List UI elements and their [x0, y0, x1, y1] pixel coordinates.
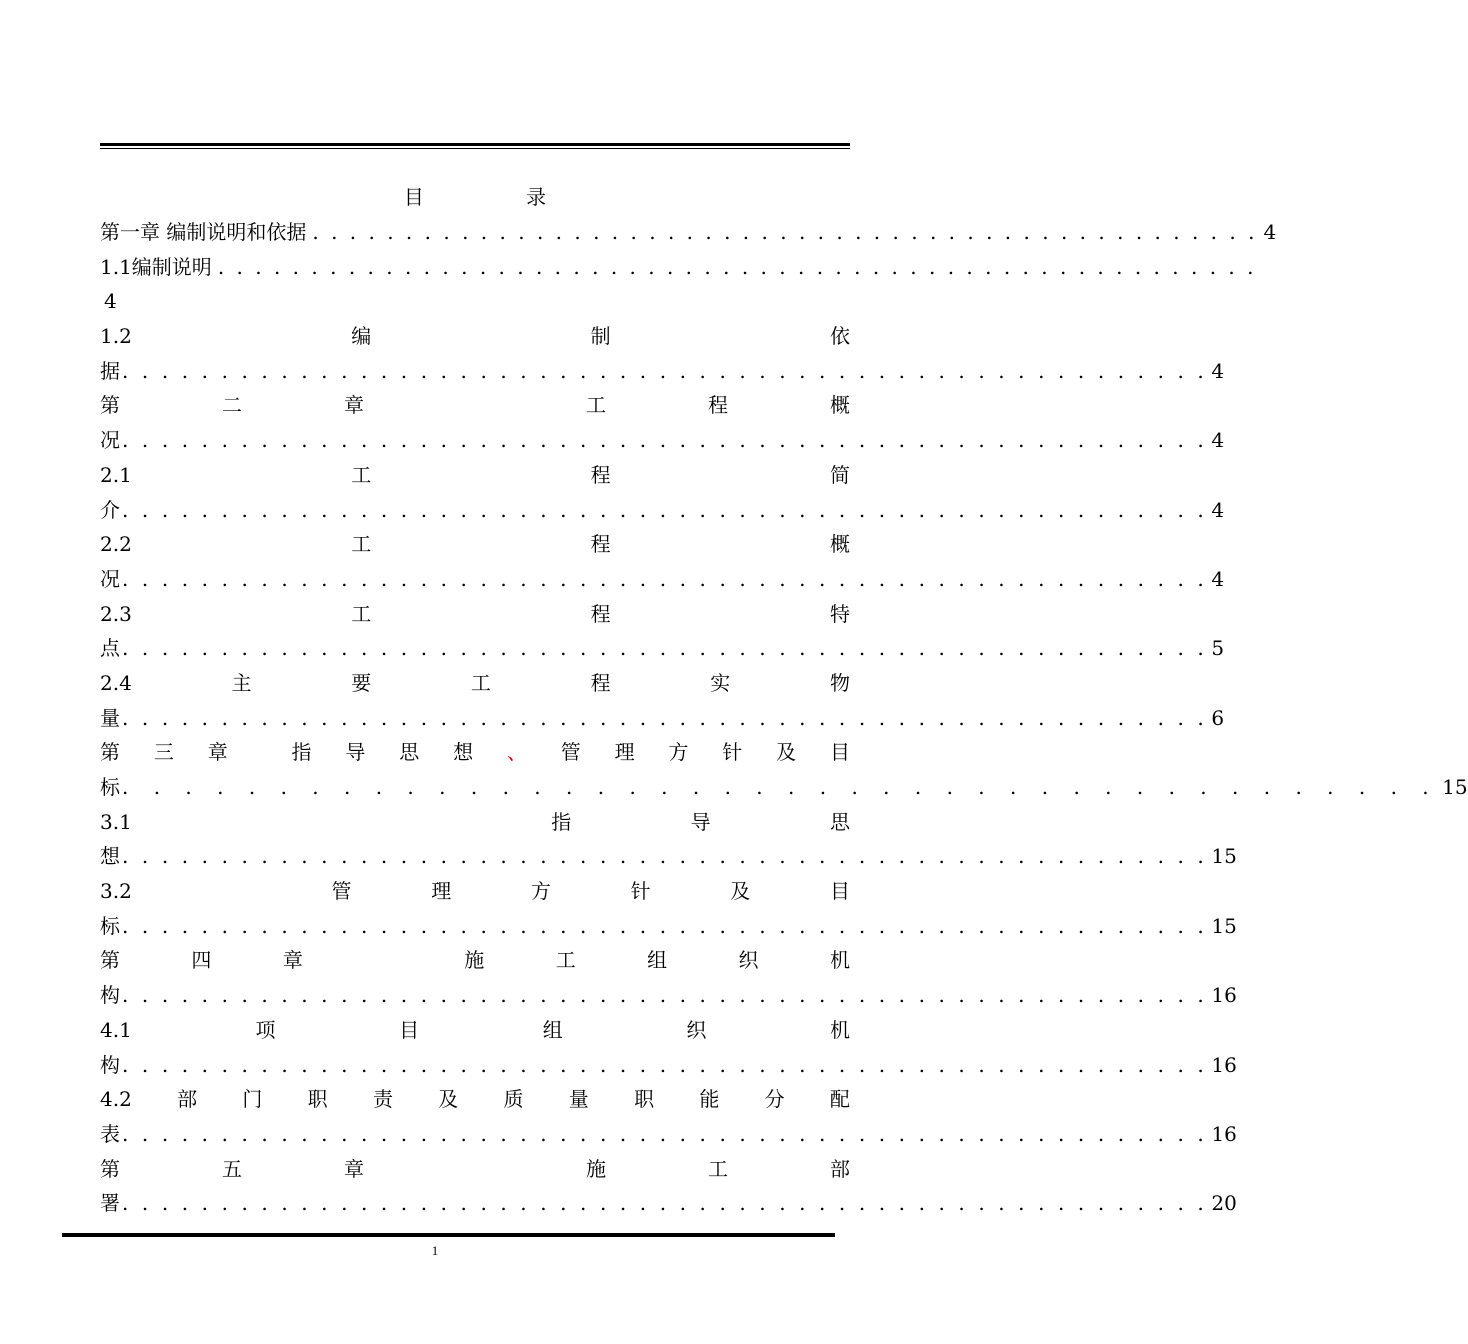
toc-entry-part: 量 [568, 1087, 589, 1112]
dot-leader: . . . . . . . . . . . . . . . . . . . . . . . . . . . . . . . . . . . . . . . . . . . . . . . . . . . . . . . [122, 1191, 1208, 1216]
toc-entry-part: 职 [307, 1087, 328, 1112]
toc-entry-part: 编 [351, 324, 372, 349]
dot-leader: . . . . . . . . . . . . . . . . . . . . . . . . . . . . . . . . . . . . . . . . . . [122, 775, 1439, 799]
header-rule [100, 143, 850, 149]
dot-leader: . . . . . . . . . . . . . . . . . . . . . . . . . . . . . . . . . . . . . . . . . . . . . . . . . . . . . . . [122, 983, 1208, 1008]
toc-entry-page: 5 [1211, 636, 1225, 661]
toc-entry-continuation [100, 839, 1237, 874]
toc-entry-part: 部 [830, 1156, 850, 1181]
toc-entry-part: 理 [431, 879, 452, 904]
toc-entry-part: 工 [708, 1156, 728, 1181]
toc-entry-part: 程 [590, 670, 611, 695]
dot-leader: . . . . . . . . . . . . . . . . . . . . . . . . . . . . . . . . . . . . . . . . . . . . . . . . . . . . . . . [122, 844, 1208, 869]
toc-entry-part: 管 [560, 740, 581, 765]
toc-entry-part: 简 [829, 462, 850, 487]
toc-entry-page: 15 [1211, 913, 1237, 938]
toc-entry[interactable] [100, 319, 850, 354]
toc-entry-page: 16 [1211, 1052, 1237, 1077]
toc-entry-part: 程 [590, 601, 611, 626]
toc-entry-part: 目 [829, 740, 850, 765]
toc-entry[interactable] [100, 388, 850, 423]
toc-entry-part: 目 [399, 1017, 420, 1042]
toc-title: 目 录 [403, 185, 595, 209]
toc-entry-part: 4.1 [100, 1017, 132, 1042]
toc-entry-part: 想 [453, 740, 474, 765]
toc-entry-part: 机 [829, 948, 850, 973]
toc-entry-page: 15 [1211, 844, 1237, 869]
toc-entry-continuation [100, 909, 1237, 944]
toc-entry-continuation [100, 284, 850, 319]
toc-entry-part: 思 [399, 740, 420, 765]
toc-entry-part: 管 [331, 879, 352, 904]
toc-entry-part: 二 [222, 393, 242, 418]
toc-entry[interactable] [100, 215, 1277, 250]
toc-entry-part: 导 [345, 740, 366, 765]
toc-entry-part: 三 [153, 740, 174, 765]
toc-entry-part: 量 [100, 705, 120, 730]
toc-entry-part: 4.2 [100, 1087, 132, 1112]
toc-entry-part: 工 [351, 532, 372, 557]
toc-entry[interactable] [100, 735, 850, 770]
toc-entry-page: 15 [1442, 775, 1468, 799]
toc-entry[interactable] [100, 597, 850, 632]
toc-entry-part: 组 [542, 1017, 563, 1042]
toc-entry-part: 章 [282, 948, 303, 973]
toc-entry-part: 想 [100, 844, 120, 869]
toc-entry-part: 责 [372, 1087, 393, 1112]
dot-leader: . . . . . . . . . . . . . . . . . . . . . . . . . . . . . . . . . . . . . . . . . . . . . . . . . . . [312, 220, 1258, 244]
toc-entry-part: 及 [776, 740, 797, 765]
toc-entry-part: 章 [207, 740, 228, 765]
toc-entry[interactable] [100, 1082, 850, 1117]
toc-entry-part: 第 [100, 393, 120, 418]
toc-entry-part: 程 [590, 462, 611, 487]
toc-entry-page: 4 [1211, 566, 1225, 591]
toc-entry-part: 工 [555, 948, 576, 973]
toc-entry-part: 工 [351, 462, 372, 487]
toc-entry-part: 及 [730, 879, 751, 904]
table-of-contents [100, 215, 1468, 1221]
toc-entry-part: 况 [100, 428, 120, 453]
toc-entry-part: 门 [242, 1087, 263, 1112]
toc-entry-part: 3.1 [100, 809, 132, 834]
toc-entry[interactable] [100, 1152, 850, 1187]
toc-entry-continuation [100, 354, 1225, 389]
toc-entry-part: 织 [686, 1017, 707, 1042]
dot-leader: . . . . . . . . . . . . . . . . . . . . . . . . . . . . . . . . . . . . . . . . . . . . . . . . . . . . . . . [122, 636, 1208, 661]
toc-entry-part: 部 [177, 1087, 198, 1112]
toc-entry-part: 目 [829, 879, 850, 904]
toc-entry-continuation [100, 1186, 1237, 1221]
toc-entry-page: 4 [104, 289, 117, 314]
toc-entry-part: 况 [100, 566, 120, 591]
toc-entry-continuation [100, 562, 1225, 597]
toc-entry[interactable] [100, 250, 1257, 285]
footer-rule [62, 1233, 835, 1237]
toc-entry-part: 施 [464, 948, 485, 973]
toc-entry[interactable] [100, 458, 850, 493]
toc-entry-part: 方 [530, 879, 551, 904]
toc-entry-page: 4 [1263, 220, 1277, 244]
toc-entry-part: 导 [690, 809, 711, 834]
toc-entry-part: 第 [100, 948, 120, 973]
toc-entry-part: 点 [100, 636, 120, 661]
toc-entry-page: 6 [1211, 705, 1225, 730]
toc-entry-part: 思 [829, 809, 850, 834]
toc-entry-part: 项 [255, 1017, 276, 1042]
toc-entry-part: 标 [100, 775, 120, 799]
toc-entry[interactable] [100, 805, 850, 840]
toc-entry-part: 物 [829, 670, 850, 695]
toc-entry-part: 方 [668, 740, 689, 765]
toc-entry-part: 指 [291, 740, 312, 765]
toc-entry-label: 1.1编制说明 [100, 254, 212, 279]
toc-entry-part: 概 [829, 532, 850, 557]
dot-leader: . . . . . . . . . . . . . . . . . . . . . . . . . . . . . . . . . . . . . . . . . . . . . . . . . . . . . . . [122, 1121, 1208, 1146]
toc-entry-part: 署 [100, 1191, 120, 1216]
toc-entry-label: 第一章 编制说明和依据 [100, 220, 307, 244]
toc-entry-part: 织 [738, 948, 759, 973]
toc-entry-part: 质 [503, 1087, 524, 1112]
toc-entry-part: 针 [630, 879, 651, 904]
toc-entry[interactable] [100, 527, 850, 562]
toc-entry-part: 机 [829, 1017, 850, 1042]
toc-entry-part: 针 [722, 740, 743, 765]
toc-entry-part: 工 [351, 601, 372, 626]
toc-entry-part: 介 [100, 497, 120, 522]
toc-entry-part: 1.2 [100, 324, 132, 349]
toc-entry-page: 16 [1211, 983, 1237, 1008]
toc-entry-part: 特 [829, 601, 850, 626]
page-number: 1 [431, 1243, 439, 1258]
toc-entry-part: 3.2 [100, 879, 132, 904]
toc-entry-page: 4 [1211, 358, 1225, 383]
toc-entry-part: 2.2 [100, 532, 132, 557]
toc-entry-part: 构 [100, 1052, 120, 1077]
toc-entry-continuation [100, 1117, 1237, 1152]
toc-entry-part: 能 [699, 1087, 720, 1112]
toc-entry-part: 及 [438, 1087, 459, 1112]
toc-entry-part: 依 [829, 324, 850, 349]
toc-entry-page: 4 [1211, 497, 1225, 522]
toc-entry-part: 制 [590, 324, 611, 349]
toc-entry-part: 理 [614, 740, 635, 765]
toc-entry-part: 2.4 [100, 670, 132, 695]
toc-entry-part: 指 [551, 809, 572, 834]
toc-entry-part: 主 [231, 670, 252, 695]
toc-entry-part: 工 [470, 670, 491, 695]
toc-entry-page: 20 [1211, 1191, 1237, 1216]
toc-entry-part: 据 [100, 358, 120, 383]
toc-entry-part: 2.3 [100, 601, 132, 626]
toc-entry-page: 16 [1211, 1121, 1237, 1146]
toc-entry[interactable] [100, 1013, 850, 1048]
toc-entry-part: 施 [586, 1156, 606, 1181]
toc-entry-part: 四 [191, 948, 212, 973]
toc-entry-continuation [100, 701, 1225, 736]
toc-entry-part: 概 [830, 393, 850, 418]
toc-entry[interactable] [100, 874, 850, 909]
toc-entry-part: 第 [100, 740, 120, 765]
toc-entry-part: 工 [586, 393, 606, 418]
toc-entry-part: 第 [100, 1156, 120, 1181]
toc-entry-part: 表 [100, 1121, 120, 1146]
toc-entry-part: 组 [647, 948, 668, 973]
toc-entry-part: 章 [344, 393, 364, 418]
toc-entry-continuation [100, 770, 1468, 805]
toc-entry-continuation [100, 631, 1225, 666]
toc-entry-part: 配 [829, 1087, 850, 1112]
toc-entry-part: 程 [590, 532, 611, 557]
dot-leader: . . . . . . . . . . . . . . . . . . . . . . . . . . . . . . . . . . . . . . . . . . . . . . . . . . . . . . . [122, 705, 1208, 730]
toc-entry-part: 2.1 [100, 462, 132, 487]
toc-entry-part: 、 [506, 740, 527, 765]
toc-entry-continuation [100, 423, 1225, 458]
dot-leader: . . . . . . . . . . . . . . . . . . . . . . . . . . . . . . . . . . . . . . . . . . . . . . . . . . . . . . . . [217, 254, 1257, 279]
toc-entry-part: 构 [100, 983, 120, 1008]
dot-leader: . . . . . . . . . . . . . . . . . . . . . . . . . . . . . . . . . . . . . . . . . . . . . . . . . . . . . . . [122, 1052, 1208, 1077]
toc-entry-part: 职 [634, 1087, 655, 1112]
toc-entry-continuation [100, 978, 1237, 1013]
toc-entry-part: 程 [708, 393, 728, 418]
toc-entry-part: 要 [351, 670, 372, 695]
dot-leader: . . . . . . . . . . . . . . . . . . . . . . . . . . . . . . . . . . . . . . . . . . . . . . . . . . . . . . . [122, 497, 1208, 522]
dot-leader: . . . . . . . . . . . . . . . . . . . . . . . . . . . . . . . . . . . . . . . . . . . . . . . . . . . . . . . [122, 913, 1208, 938]
toc-entry-continuation [100, 1048, 1237, 1083]
toc-entry-part: 分 [764, 1087, 785, 1112]
toc-entry[interactable] [100, 666, 850, 701]
dot-leader: . . . . . . . . . . . . . . . . . . . . . . . . . . . . . . . . . . . . . . . . . . . . . . . . . . . . . . . [122, 566, 1208, 591]
toc-entry-part: 五 [222, 1156, 242, 1181]
toc-entry-page: 4 [1211, 428, 1225, 453]
toc-entry-part: 章 [344, 1156, 364, 1181]
dot-leader: . . . . . . . . . . . . . . . . . . . . . . . . . . . . . . . . . . . . . . . . . . . . . . . . . . . . . . . [122, 428, 1208, 453]
toc-entry[interactable] [100, 943, 850, 978]
dot-leader: . . . . . . . . . . . . . . . . . . . . . . . . . . . . . . . . . . . . . . . . . . . . . . . . . . . . . . . [122, 358, 1208, 383]
toc-entry-part: 实 [710, 670, 731, 695]
toc-entry-part: 标 [100, 913, 120, 938]
toc-entry-continuation [100, 493, 1225, 528]
